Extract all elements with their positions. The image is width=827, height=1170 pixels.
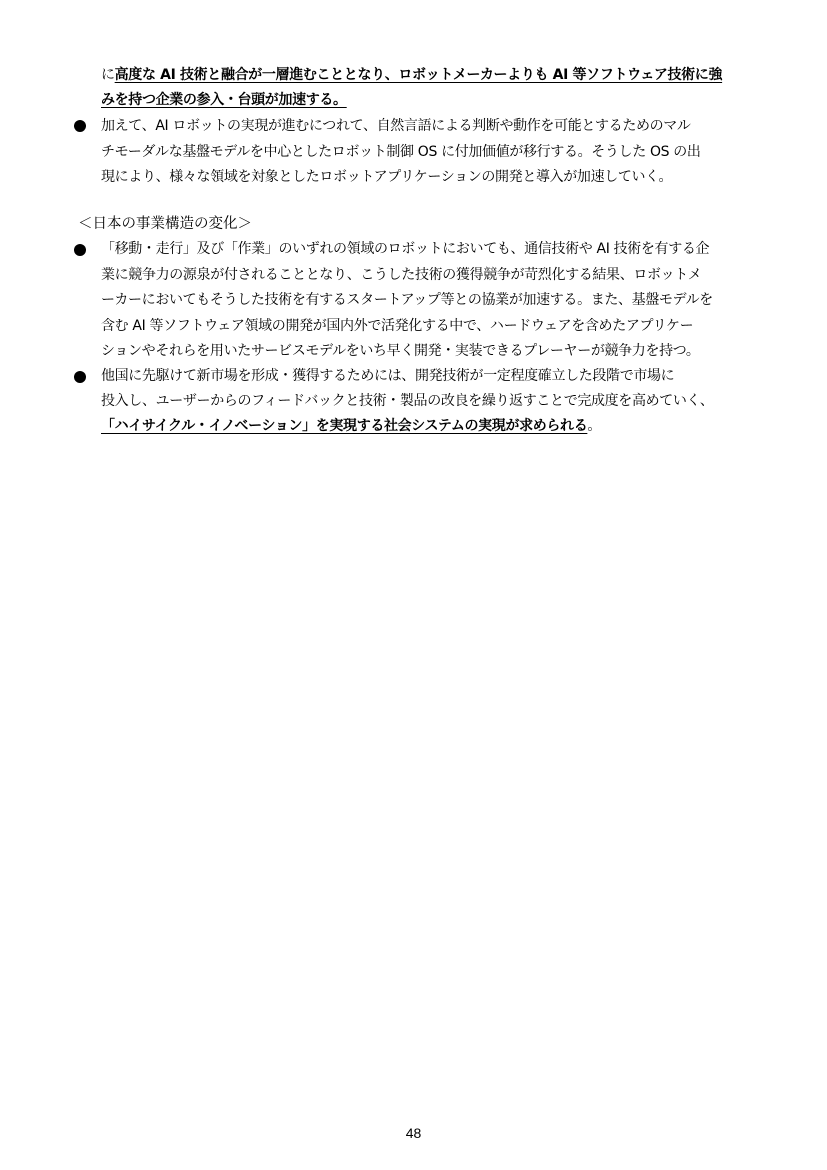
continuation-line-1 (101, 66, 722, 84)
bullet-os-marker (74, 120, 86, 132)
bullet-market-line-1: 他国に先駆けて新市場を形成・獲得するためには、開発技術が一定程度確立した段階で市場に (101, 368, 675, 384)
continuation-line-2 (101, 91, 347, 109)
section-heading: ＜日本の事業構造の変化＞ (78, 216, 252, 232)
bullet-competition-line-5: ションやそれらを用いたサービスモデルをいち早く開発・実装できるプレーヤーが競争力を持つ。 (101, 343, 700, 359)
continuation-emphasis-1: 高度な AI 技術と融合が一層進むこととなり、ロボットメーカーよりも AI 等ソフトウェア技術に強 (114, 67, 723, 83)
bullet-market-marker (74, 371, 86, 383)
bullet-market-emphasis: 「ハイサイクル・イノベーション」を実現する社会システムの実現が求められる (101, 418, 588, 434)
bullet-competition-line-2: 業に競争力の源泉が付されることとなり、こうした技術の獲得競争が苛烈化する結果、ロボットメ (101, 267, 702, 283)
continuation-emphasis-2: みを持つ企業の参入・台頭が加速する。 (101, 92, 347, 108)
bullet-market-suffix: 。 (587, 418, 602, 434)
bullet-competition-line-1: 「移動・走行」及び「作業」のいずれの領域のロボットにおいても、通信技術や AI 技術を有する企 (101, 241, 710, 257)
bullet-os-line-1: 加えて、AI ロボットの実現が進むにつれて、自然言語による判断や動作を可能とするためのマル (101, 118, 691, 134)
bullet-competition-marker (74, 244, 86, 256)
bullet-os-line-2: チモーダルな基盤モデルを中心としたロボット制御 OS に付加価値が移行する。そうした OS の出 (101, 144, 701, 160)
bullet-market-line-2: 投入し、ユーザーからのフィードバックと技術・製品の改良を繰り返すことで完成度を高めていく、 (101, 393, 714, 409)
bullet-market-line-3 (101, 417, 601, 435)
continuation-prefix: に (101, 67, 115, 83)
bullet-os-line-3: 現により、様々な領域を対象としたロボットアプリケーションの開発と導入が加速していく。 (101, 169, 673, 185)
bullet-competition-line-4: 含む AI 等ソフトウェア領域の開発が国内外で活発化する中で、ハードウェアを含めたアプリケー (101, 318, 694, 334)
page-number: 48 (405, 1125, 422, 1141)
bullet-competition-line-3: ーカーにおいてもそうした技術を有するスタートアップ等との協業が加速する。また、基盤モデルを (101, 292, 713, 308)
